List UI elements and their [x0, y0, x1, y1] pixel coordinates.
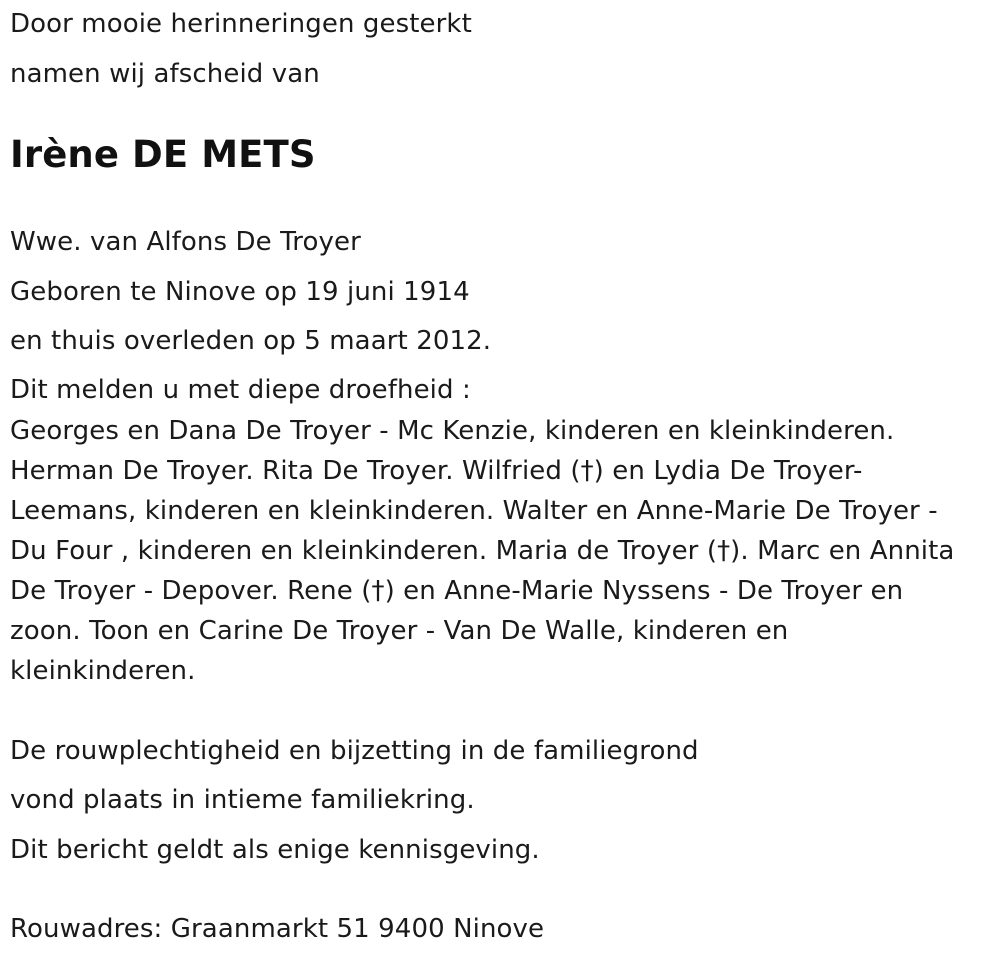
family-list	[10, 411, 995, 691]
death-line: en thuis overleden op 5 maart 2012.	[10, 326, 492, 356]
deceased-name: Irène DE METS	[10, 133, 316, 176]
family-line: Georges en Dana De Troyer - Mc Kenzie, kinderen en kleinkinderen.	[10, 416, 895, 446]
family-line: kleinkinderen.	[10, 656, 196, 686]
mourning-address: Rouwadres: Graanmarkt 51 9400 Ninove	[10, 914, 545, 944]
family-line: De Troyer - Depover. Rene (†) en Anne-Marie Nyssens - De Troyer en	[10, 576, 904, 606]
intro-line-2: namen wij afscheid van	[10, 59, 320, 89]
family-line: Du Four , kinderen en kleinkinderen. Maria de Troyer (†). Marc en Annita	[10, 536, 955, 566]
spouse-line: Wwe. van Alfons De Troyer	[10, 227, 361, 257]
ceremony-line-1: De rouwplechtigheid en bijzetting in de familiegrond	[10, 736, 699, 766]
birth-line: Geboren te Ninove op 19 juni 1914	[10, 277, 470, 307]
announcement-heading: Dit melden u met diepe droefheid :	[10, 375, 471, 405]
ceremony-line-2: vond plaats in intieme familiekring.	[10, 785, 475, 815]
intro-line-1: Door mooie herinneringen gesterkt	[10, 9, 472, 39]
family-line: Leemans, kinderen en kleinkinderen. Walter en Anne-Marie De Troyer -	[10, 496, 938, 526]
family-line: Herman De Troyer. Rita De Troyer. Wilfried (†) en Lydia De Troyer-	[10, 456, 863, 486]
family-line: zoon. Toon en Carine De Troyer - Van De Walle, kinderen en	[10, 616, 789, 646]
notice-line: Dit bericht geldt als enige kennisgeving.	[10, 835, 540, 865]
